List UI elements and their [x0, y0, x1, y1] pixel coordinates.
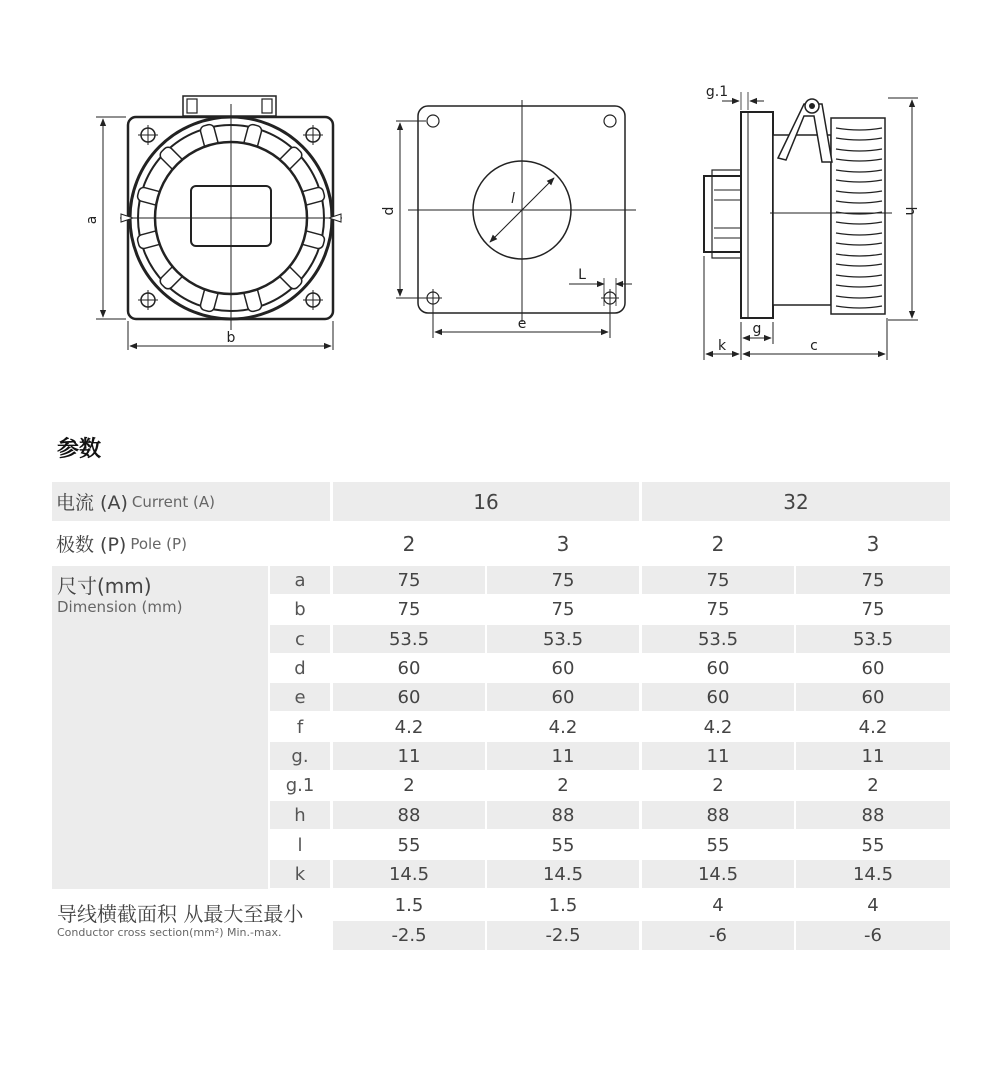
- dimension-value: 53.5: [642, 625, 794, 653]
- dimension-value: 60: [861, 657, 885, 679]
- dim-label-L: L: [578, 267, 586, 283]
- dimension-value: 60: [397, 657, 421, 679]
- dimension-value: 2: [403, 774, 415, 796]
- dimension-label-cn: 尺寸(mm): [57, 574, 152, 598]
- conductor-max-value: -6: [642, 921, 794, 950]
- dimension-value: 60: [796, 683, 950, 711]
- dimension-value: 75: [551, 598, 575, 620]
- dimension-key-g-: g.: [270, 742, 330, 770]
- conductor-min-value: 1.5: [394, 895, 424, 916]
- dimension-label: [57, 574, 182, 616]
- dimension-value: 14.5: [796, 860, 950, 888]
- current-group-16: 16: [333, 482, 639, 521]
- dimension-value: 4.2: [703, 716, 733, 738]
- dimension-value: 53.5: [333, 625, 485, 653]
- pole-label-en: Pole (P): [130, 534, 187, 553]
- dimension-value: 88: [333, 801, 485, 829]
- dimension-value: 75: [397, 598, 421, 620]
- dimension-key-d: d: [294, 657, 306, 679]
- dimension-value: 88: [642, 801, 794, 829]
- pole-value: 2: [402, 531, 416, 556]
- technical-drawings: [0, 0, 1001, 400]
- dimension-key-f: f: [296, 716, 304, 738]
- current-label-cell: [52, 482, 330, 521]
- dimension-value: 53.5: [487, 625, 639, 653]
- dimension-value: 2: [867, 774, 879, 796]
- dimension-value: 53.5: [796, 625, 950, 653]
- dim-label-l: l: [511, 191, 515, 207]
- conductor-label: [57, 902, 303, 940]
- dimension-value: 11: [642, 742, 794, 770]
- dim-label-d: d: [381, 206, 397, 216]
- dim-label-a: a: [84, 215, 100, 225]
- dim-label-b: b: [226, 330, 236, 346]
- dimension-value: 11: [796, 742, 950, 770]
- pole-value: 3: [866, 531, 880, 556]
- dimension-value: 60: [487, 683, 639, 711]
- dimension-key-g-1: g.1: [285, 774, 315, 796]
- conductor-min-value: 1.5: [548, 895, 578, 916]
- dimension-value: 75: [642, 566, 794, 594]
- dimension-value: 88: [487, 801, 639, 829]
- dimension-value: 60: [642, 683, 794, 711]
- dimension-value: 75: [706, 598, 730, 620]
- dimension-key-b: b: [294, 598, 306, 620]
- dimension-value: 75: [861, 598, 885, 620]
- dimension-key-a: a: [270, 566, 330, 594]
- dimension-value: 2: [712, 774, 724, 796]
- dimension-value: 4.2: [394, 716, 424, 738]
- dimension-value: 55: [861, 834, 885, 856]
- dim-label-e: e: [517, 316, 527, 332]
- mounting-view: [381, 100, 636, 338]
- dimension-value: 55: [706, 834, 730, 856]
- dimension-value: 4.2: [548, 716, 578, 738]
- dim-label-k: k: [717, 338, 727, 354]
- dimension-value: 4.2: [858, 716, 888, 738]
- dimension-key-c: c: [270, 625, 330, 653]
- dimension-value: 11: [487, 742, 639, 770]
- dimension-value: 14.5: [487, 860, 639, 888]
- front-view: [84, 96, 342, 350]
- current-group-32: 32: [642, 482, 950, 521]
- pole-label-cell: [52, 524, 330, 563]
- dimension-value: 75: [487, 566, 639, 594]
- dimension-value: 14.5: [333, 860, 485, 888]
- dimension-value: 88: [796, 801, 950, 829]
- dim-label-g: g: [752, 321, 762, 337]
- conductor-max-value: -2.5: [333, 921, 485, 950]
- dimension-key-e: e: [270, 683, 330, 711]
- dimension-key-l: l: [297, 834, 303, 856]
- pole-value: 3: [556, 531, 570, 556]
- pole-value: 2: [711, 531, 725, 556]
- dimension-value: 75: [796, 566, 950, 594]
- conductor-max-value: -6: [796, 921, 950, 950]
- dim-label-h: h: [902, 206, 918, 216]
- conductor-label-en: Conductor cross section(mm²) Min.-max.: [57, 926, 282, 939]
- dim-label-g1: g.1: [705, 84, 729, 100]
- dimension-value: 55: [551, 834, 575, 856]
- section-title: 参数: [57, 437, 102, 462]
- conductor-min-value: 4: [712, 895, 724, 916]
- pole-label-cn: 极数 (P): [56, 534, 127, 556]
- dimension-value: 55: [397, 834, 421, 856]
- dimension-value: 60: [551, 657, 575, 679]
- dimension-value: 2: [557, 774, 569, 796]
- conductor-max-value: -2.5: [487, 921, 639, 950]
- current-label-cn: 电流 (A): [56, 492, 128, 514]
- dimension-label-en: Dimension (mm): [57, 598, 183, 616]
- side-view: [704, 84, 918, 360]
- dim-label-c: c: [810, 338, 818, 354]
- current-label-en: Current (A): [131, 492, 215, 511]
- dimension-value: 60: [333, 683, 485, 711]
- dimension-value: 75: [333, 566, 485, 594]
- dimension-value: 11: [333, 742, 485, 770]
- conductor-min-value: 4: [867, 895, 879, 916]
- dimension-value: 60: [706, 657, 730, 679]
- dimension-key-h: h: [270, 801, 330, 829]
- conductor-label-cn: 导线横截面积 从最大至最小: [57, 902, 304, 926]
- dimension-key-k: k: [270, 860, 330, 888]
- dimension-value: 14.5: [642, 860, 794, 888]
